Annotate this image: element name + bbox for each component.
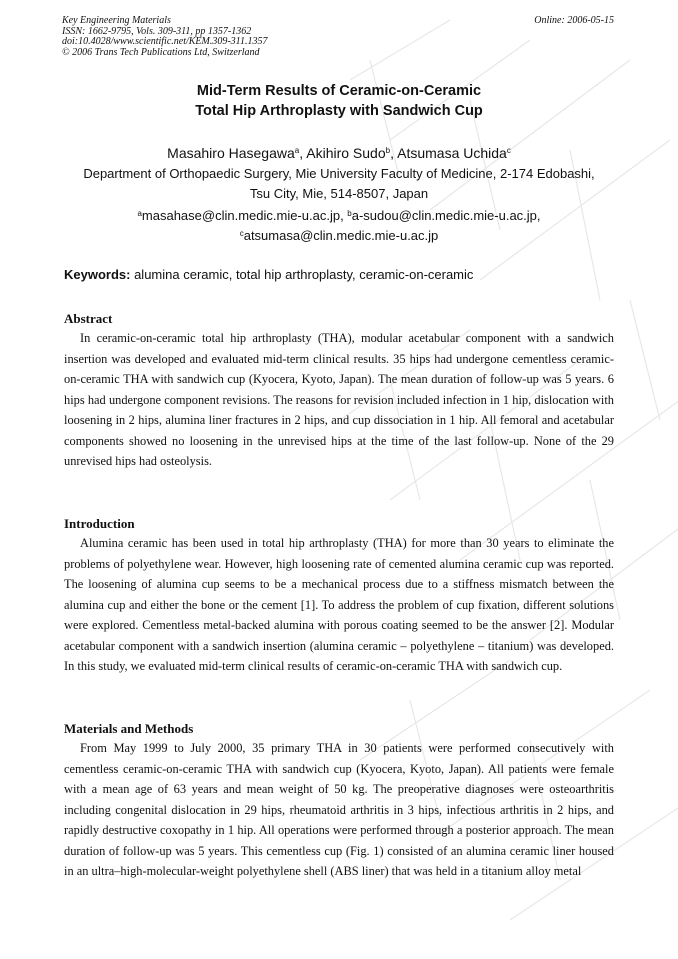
- email-address[interactable]: atsumasa@clin.medic.mie-u.ac.jp: [243, 228, 439, 243]
- introduction-text: Alumina ceramic has been used in total hip arthroplasty (THA) for more than 30 years to eliminate the problems of polyethylene wear. However, high loosening rate of cemented alumina ceramic cup was reported. The loosening of alumina cup seems to be a mechanical process due to a stiffness mismatch between the alumina cup and either the bone or the cement [1]. To address the problem of cup fixation, different solutions were explored. Cementless metal-backed alumina with porous coating seemed to be the answer [2]. Modular acetabular component with a sandwich insertion (alumina ceramic – polyethylene – titanium) was developed. In this study, we evaluated mid-term clinical results of ceramic-on-ceramic THA with sandwich cup.: [64, 536, 614, 673]
- methods-text: From May 1999 to July 2000, 35 primary THA in 30 patients were performed consecutively with cementless ceramic-on-ceramic THA with sandwich cup (Kyocera, Kyoto, Japan). All patients were female with a mean age of 63 years and mean weight of 50 kg. The preoperative diagnoses were osteoarthritis including congenital dislocation in 29 hips, rheumatoid arthritis in 3 hips, infectious arthritis in 2 hips, and rapidly destructive coxopathy in 1 hip. All operations were performed through a posterior approach. The mean duration of follow-up was 5 years. This cementless cup (Fig. 1) consisted of an alumina ceramic liner housed in an ultra–high-molecular-weight polyethylene shell (ABS liner) that was held in a titanium alloy metal: [64, 741, 614, 878]
- abstract-heading: Abstract: [64, 311, 113, 326]
- email-mark: b: [347, 209, 352, 218]
- title-line-1: Mid-Term Results of Ceramic-on-Ceramic: [196, 83, 482, 99]
- keywords-label: Keywords:: [64, 267, 131, 282]
- author-affil-mark: c: [506, 146, 511, 155]
- journal-header: [62, 16, 267, 58]
- issn-line: ISSN: 1662-9795, Vols. 309-311, pp 1357-1362: [62, 25, 252, 37]
- email-mark: c: [239, 229, 244, 238]
- methods-heading: Materials and Methods: [64, 721, 194, 736]
- email-mark: a: [137, 209, 142, 218]
- online-date: Online: 2006-05-15: [534, 15, 614, 26]
- copyright-line: © 2006 Trans Tech Publications Ltd, Switzerland: [62, 46, 260, 58]
- email-address[interactable]: masahase@clin.medic.mie-u.ac.jp,: [141, 208, 348, 223]
- author-name: Akihiro Sudo: [306, 145, 386, 161]
- abstract-text: In ceramic-on-ceramic total hip arthroplasty (THA), modular acetabular component with a sandwich insertion was developed and evaluated mid-term clinical results. 35 hips had undergone cementless ceramic-on-ceramic THA with sandwich cup (Kyocera, Kyoto, Japan). The mean duration of follow-up was 5 years. 6 hips had undergone component revisions. The reasons for revision included infection in 1 hip, dislocation with loosening in 2 hips, alumina liner fractures in 2 hips, and cup dissociation in 1 hip. All femoral and acetabular components showed no loosening in the unrevised hips at the time of the last follow-up. None of the 29 unrevised hips had osteolysis.: [64, 331, 614, 468]
- email-line-1: [0, 206, 678, 226]
- email-line-2: [0, 226, 678, 246]
- author-emails: [0, 206, 678, 246]
- affiliation-line-2: Tsu City, Mie, 514-8507, Japan: [249, 186, 429, 201]
- doi-line: doi:10.4028/www.scientific.net/KEM.309-311.1357: [62, 36, 268, 47]
- author-separator: ,: [390, 145, 398, 161]
- paper-title: [0, 82, 678, 121]
- keywords: [64, 266, 624, 284]
- author-affil-mark: b: [385, 146, 391, 155]
- affiliation: [0, 164, 678, 204]
- author-name: Atsumasa Uchida: [397, 145, 507, 161]
- author-separator: ,: [299, 145, 307, 161]
- title-line-2: Total Hip Arthroplasty with Sandwich Cup: [195, 102, 483, 119]
- author-affil-mark: a: [294, 146, 300, 155]
- author-name: Masahiro Hasegawa: [167, 145, 295, 161]
- keywords-text: alumina ceramic, total hip arthroplasty, ceramic-on-ceramic: [130, 267, 474, 282]
- author-list: [0, 144, 678, 162]
- journal-name: Key Engineering Materials: [62, 15, 171, 26]
- introduction-heading: Introduction: [64, 516, 135, 531]
- affiliation-line-1: Department of Orthopaedic Surgery, Mie University Faculty of Medicine, 2-174 Edobashi,: [83, 166, 595, 181]
- email-address[interactable]: a-sudou@clin.medic.mie-u.ac.jp,: [351, 208, 541, 223]
